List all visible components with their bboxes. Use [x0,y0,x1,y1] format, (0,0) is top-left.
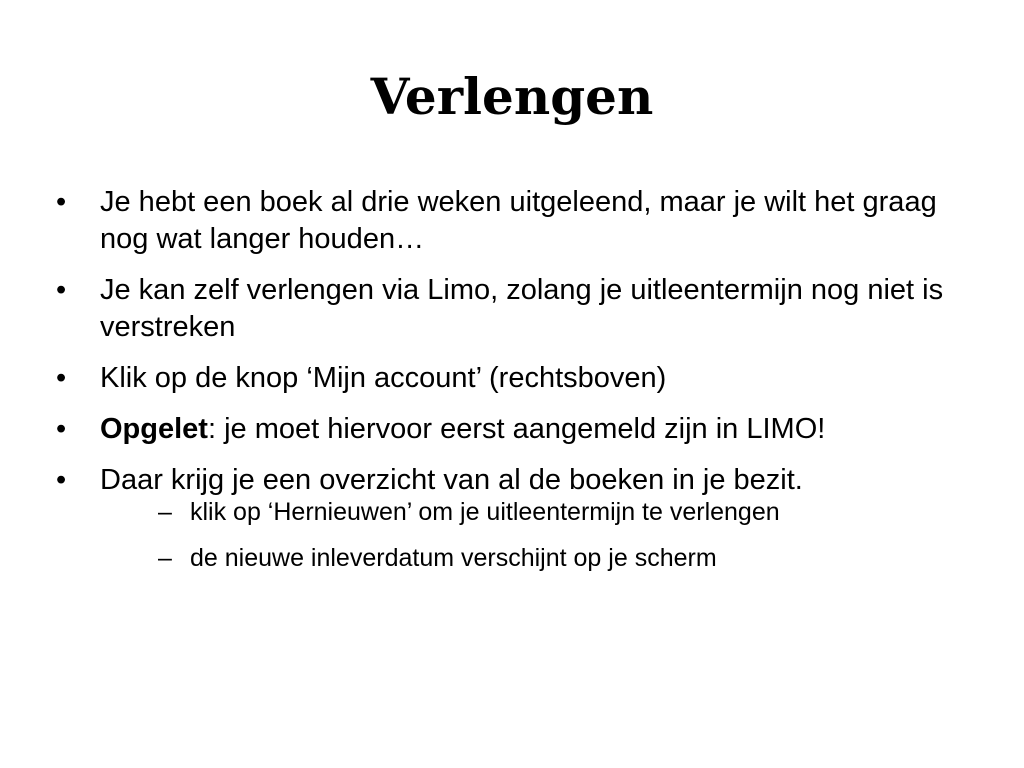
bullet-item-account-button [56,360,976,397]
bullet-text: Je kan zelf verlengen via Limo, zolang je uitleentermijn nog niet is verstreken [100,274,944,343]
sub-bullet-renew [100,495,976,529]
bullet-dot-icon: • [56,413,67,445]
warning-text: : je moet hiervoor eerst aangemeld zijn in LIMO! [207,413,826,445]
slide-title: Verlengen [370,67,654,126]
bullet-item-overview [56,462,976,575]
bullet-dot-icon: • [56,274,67,306]
bullet-text: Klik op de knop ‘Mijn account’ (rechtsboven) [100,362,667,394]
bullet-text [100,413,825,445]
sub-bullet-list [100,495,976,575]
bullet-item-intro [56,184,976,258]
warning-label: Opgelet [100,413,208,445]
bullet-item-warning [56,411,976,448]
sub-bullet-text: de nieuwe inleverdatum verschijnt op je scherm [190,544,717,572]
dash-icon: – [158,498,172,526]
bullet-text: Daar krijg je een overzicht van al de boeken in je bezit. [100,464,803,496]
bullet-dot-icon: • [56,362,67,394]
bullet-item-self-renew [56,272,976,346]
bullet-dot-icon: • [56,186,67,218]
sub-bullet-new-date [100,541,976,575]
dash-icon: – [158,544,172,572]
bullet-text: Je hebt een boek al drie weken uitgeleend, maar je wilt het graag nog wat langer houden… [100,186,937,255]
bullet-list [56,184,976,589]
bullet-dot-icon: • [56,464,67,496]
sub-bullet-text: klik op ‘Hernieuwen’ om je uitleentermijn te verlengen [190,498,780,526]
